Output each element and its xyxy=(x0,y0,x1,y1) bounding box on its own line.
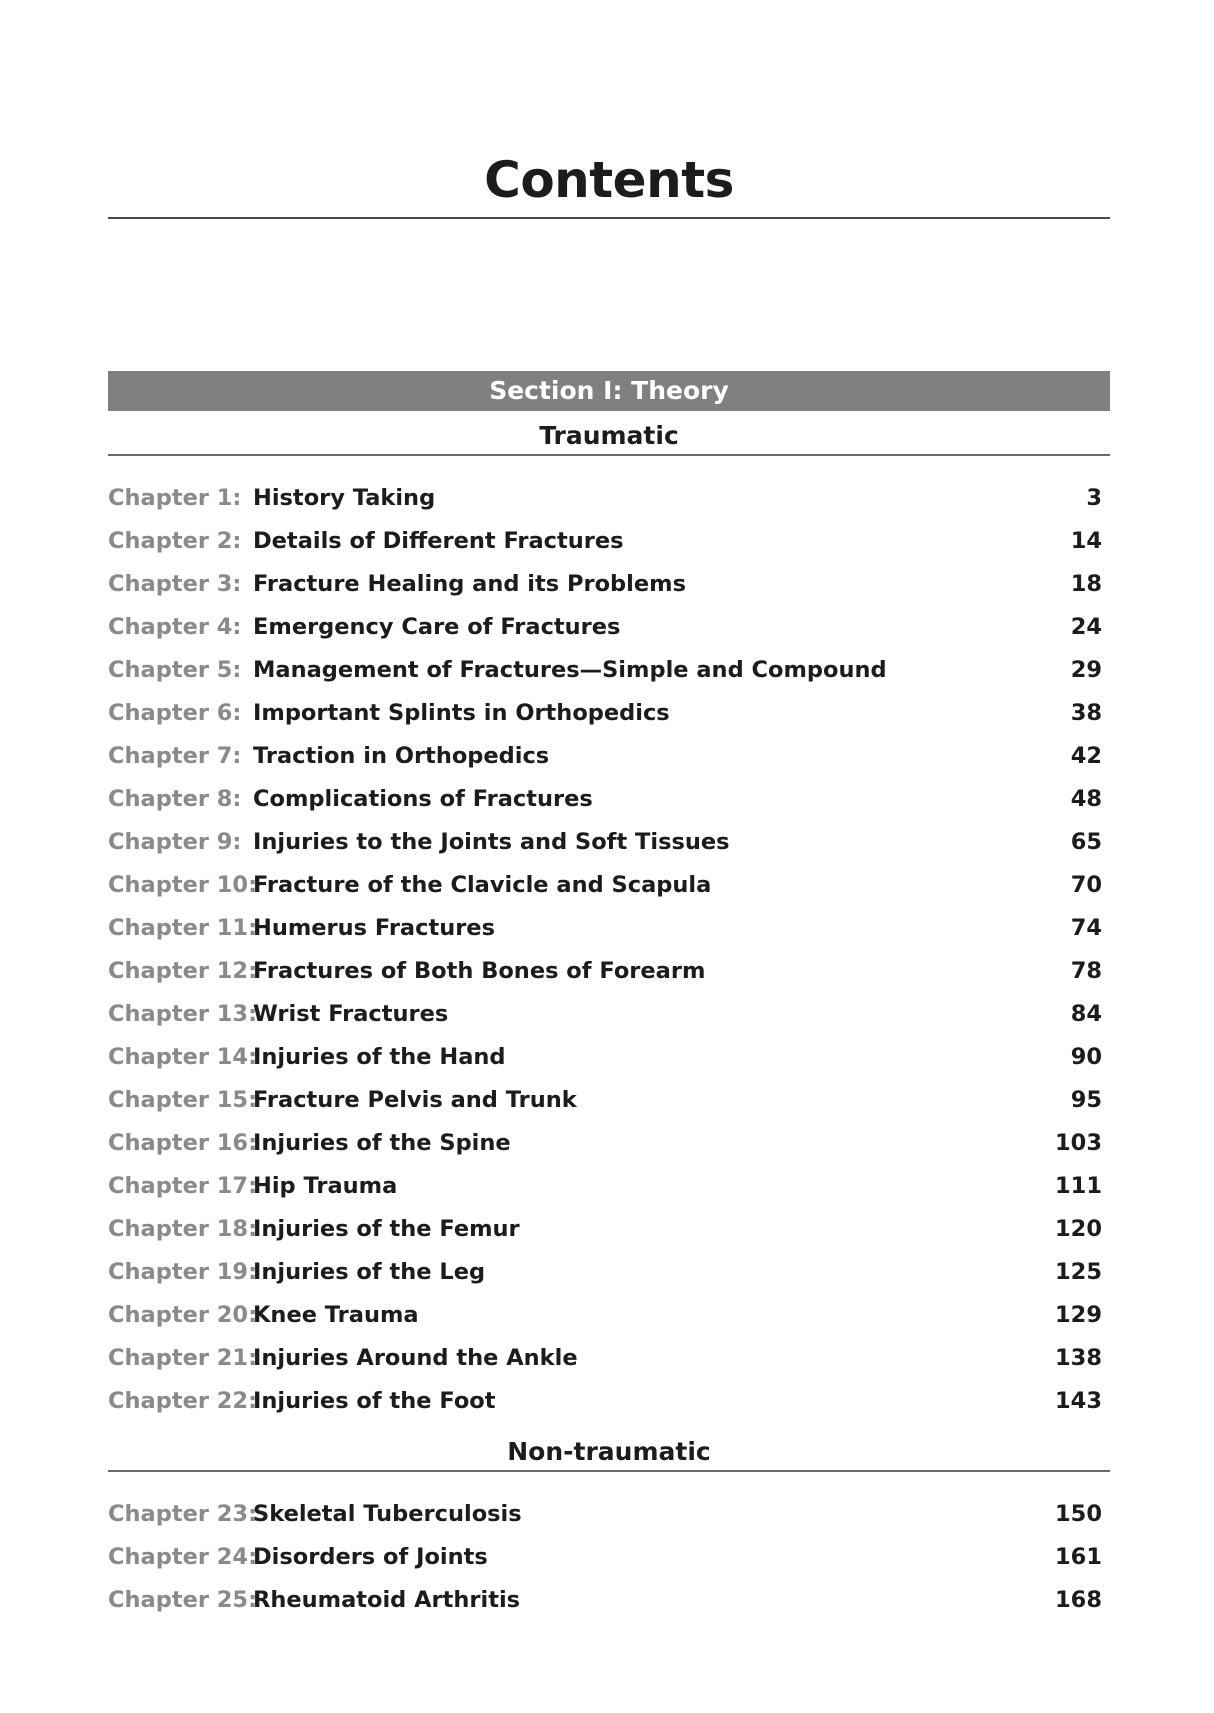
toc-entry[interactable] xyxy=(108,477,1110,520)
chapter-list-traumatic xyxy=(108,477,1110,1423)
toc-entry[interactable] xyxy=(108,692,1110,735)
page-number: 138 xyxy=(1055,1345,1102,1371)
page-number: 103 xyxy=(1055,1130,1102,1156)
chapter-number: Chapter 9: xyxy=(108,829,242,855)
chapter-title: Injuries Around the Ankle xyxy=(253,1345,578,1371)
toc-entry[interactable] xyxy=(108,1079,1110,1122)
chapter-number: Chapter 1: xyxy=(108,485,242,511)
chapter-title: Fracture Healing and its Problems xyxy=(253,571,686,597)
chapter-title: Management of Fractures—Simple and Compound xyxy=(253,657,887,683)
page-title: Contents xyxy=(484,151,734,209)
page-number: 120 xyxy=(1055,1216,1102,1242)
chapter-number: Chapter 15: xyxy=(108,1087,258,1113)
chapter-number: Chapter 20: xyxy=(108,1302,258,1328)
group-divider xyxy=(108,1470,1110,1472)
toc-entry[interactable] xyxy=(108,606,1110,649)
chapter-title: Injuries of the Femur xyxy=(253,1216,520,1242)
chapter-number: Chapter 24: xyxy=(108,1544,258,1570)
toc-entry[interactable] xyxy=(108,1122,1110,1165)
chapter-number: Chapter 5: xyxy=(108,657,242,683)
page-number: 48 xyxy=(1070,786,1102,812)
chapter-title: Fracture of the Clavicle and Scapula xyxy=(253,872,712,898)
chapter-title: Emergency Care of Fractures xyxy=(253,614,621,640)
page-number: 14 xyxy=(1070,528,1102,554)
toc-entry[interactable] xyxy=(108,907,1110,950)
chapter-number: Chapter 4: xyxy=(108,614,242,640)
toc-entry[interactable] xyxy=(108,950,1110,993)
page-number: 29 xyxy=(1070,657,1102,683)
chapter-title: Knee Trauma xyxy=(253,1302,419,1328)
chapter-number: Chapter 19: xyxy=(108,1259,258,1285)
chapter-number: Chapter 22: xyxy=(108,1388,258,1414)
chapter-title: Hip Trauma xyxy=(253,1173,398,1199)
page-number: 3 xyxy=(1086,485,1102,511)
page-number: 74 xyxy=(1070,915,1102,941)
chapter-number: Chapter 12: xyxy=(108,958,258,984)
page-number: 125 xyxy=(1055,1259,1102,1285)
chapter-number: Chapter 7: xyxy=(108,743,242,769)
toc-entry[interactable] xyxy=(108,1294,1110,1337)
toc-entry[interactable] xyxy=(108,1536,1110,1579)
chapter-title: Injuries of the Leg xyxy=(253,1259,486,1285)
toc-entry[interactable] xyxy=(108,1251,1110,1294)
page-number: 111 xyxy=(1055,1173,1102,1199)
chapter-title: Details of Different Fractures xyxy=(253,528,624,554)
chapter-title: Disorders of Joints xyxy=(253,1544,488,1570)
chapter-number: Chapter 21: xyxy=(108,1345,258,1371)
toc-entry[interactable] xyxy=(108,778,1110,821)
page-number: 95 xyxy=(1070,1087,1102,1113)
title-divider xyxy=(108,217,1110,219)
page-number: 90 xyxy=(1070,1044,1102,1070)
group-heading: Non-traumatic xyxy=(507,1437,711,1466)
toc-entry[interactable] xyxy=(108,1579,1110,1622)
chapter-title: Injuries of the Spine xyxy=(253,1130,511,1156)
toc-entry[interactable] xyxy=(108,864,1110,907)
group-divider xyxy=(108,454,1110,456)
chapter-number: Chapter 3: xyxy=(108,571,242,597)
chapter-title: Fracture Pelvis and Trunk xyxy=(253,1087,577,1113)
toc-entry[interactable] xyxy=(108,1208,1110,1251)
chapter-number: Chapter 8: xyxy=(108,786,242,812)
chapter-title: Humerus Fractures xyxy=(253,915,495,941)
toc-entry[interactable] xyxy=(108,1165,1110,1208)
page-number: 38 xyxy=(1070,700,1102,726)
chapter-list-non-traumatic xyxy=(108,1493,1110,1622)
group-non-traumatic xyxy=(108,1434,1110,1472)
chapter-title: Wrist Fractures xyxy=(253,1001,449,1027)
chapter-title: Rheumatoid Arthritis xyxy=(253,1587,521,1613)
chapter-number: Chapter 16: xyxy=(108,1130,258,1156)
chapter-title: Complications of Fractures xyxy=(253,786,593,812)
chapter-title: Skeletal Tuberculosis xyxy=(253,1501,522,1527)
page-number: 42 xyxy=(1070,743,1102,769)
chapter-title: Injuries of the Foot xyxy=(253,1388,496,1414)
toc-entry[interactable] xyxy=(108,520,1110,563)
chapter-title: History Taking xyxy=(253,485,436,511)
section-header: Section I: Theory xyxy=(108,371,1110,411)
chapter-number: Chapter 17: xyxy=(108,1173,258,1199)
chapter-title: Fractures of Both Bones of Forearm xyxy=(253,958,706,984)
group-heading: Traumatic xyxy=(539,421,679,450)
page-number: 84 xyxy=(1070,1001,1102,1027)
page-number: 129 xyxy=(1055,1302,1102,1328)
chapter-title: Traction in Orthopedics xyxy=(253,743,550,769)
page-number: 161 xyxy=(1055,1544,1102,1570)
page-number: 78 xyxy=(1070,958,1102,984)
page-number: 150 xyxy=(1055,1501,1102,1527)
chapter-number: Chapter 25: xyxy=(108,1587,258,1613)
chapter-title: Injuries of the Hand xyxy=(253,1044,506,1070)
toc-entry[interactable] xyxy=(108,1036,1110,1079)
page-number: 18 xyxy=(1070,571,1102,597)
page-number: 24 xyxy=(1070,614,1102,640)
chapter-title: Important Splints in Orthopedics xyxy=(253,700,670,726)
chapter-number: Chapter 13: xyxy=(108,1001,258,1027)
page-number: 70 xyxy=(1070,872,1102,898)
page-number: 65 xyxy=(1070,829,1102,855)
page-number: 168 xyxy=(1055,1587,1102,1613)
toc-entry[interactable] xyxy=(108,649,1110,692)
chapter-number: Chapter 6: xyxy=(108,700,242,726)
toc-entry[interactable] xyxy=(108,563,1110,606)
chapter-number: Chapter 18: xyxy=(108,1216,258,1242)
chapter-title: Injuries to the Joints and Soft Tissues xyxy=(253,829,730,855)
toc-entry[interactable] xyxy=(108,821,1110,864)
toc-entry[interactable] xyxy=(108,993,1110,1036)
toc-entry[interactable] xyxy=(108,1380,1110,1423)
toc-entry[interactable] xyxy=(108,1493,1110,1536)
toc-entry[interactable] xyxy=(108,735,1110,778)
page-number: 143 xyxy=(1055,1388,1102,1414)
chapter-number: Chapter 10: xyxy=(108,872,258,898)
group-traumatic xyxy=(108,418,1110,456)
chapter-number: Chapter 2: xyxy=(108,528,242,554)
chapter-number: Chapter 11: xyxy=(108,915,258,941)
chapter-number: Chapter 14: xyxy=(108,1044,258,1070)
toc-entry[interactable] xyxy=(108,1337,1110,1380)
chapter-number: Chapter 23: xyxy=(108,1501,258,1527)
